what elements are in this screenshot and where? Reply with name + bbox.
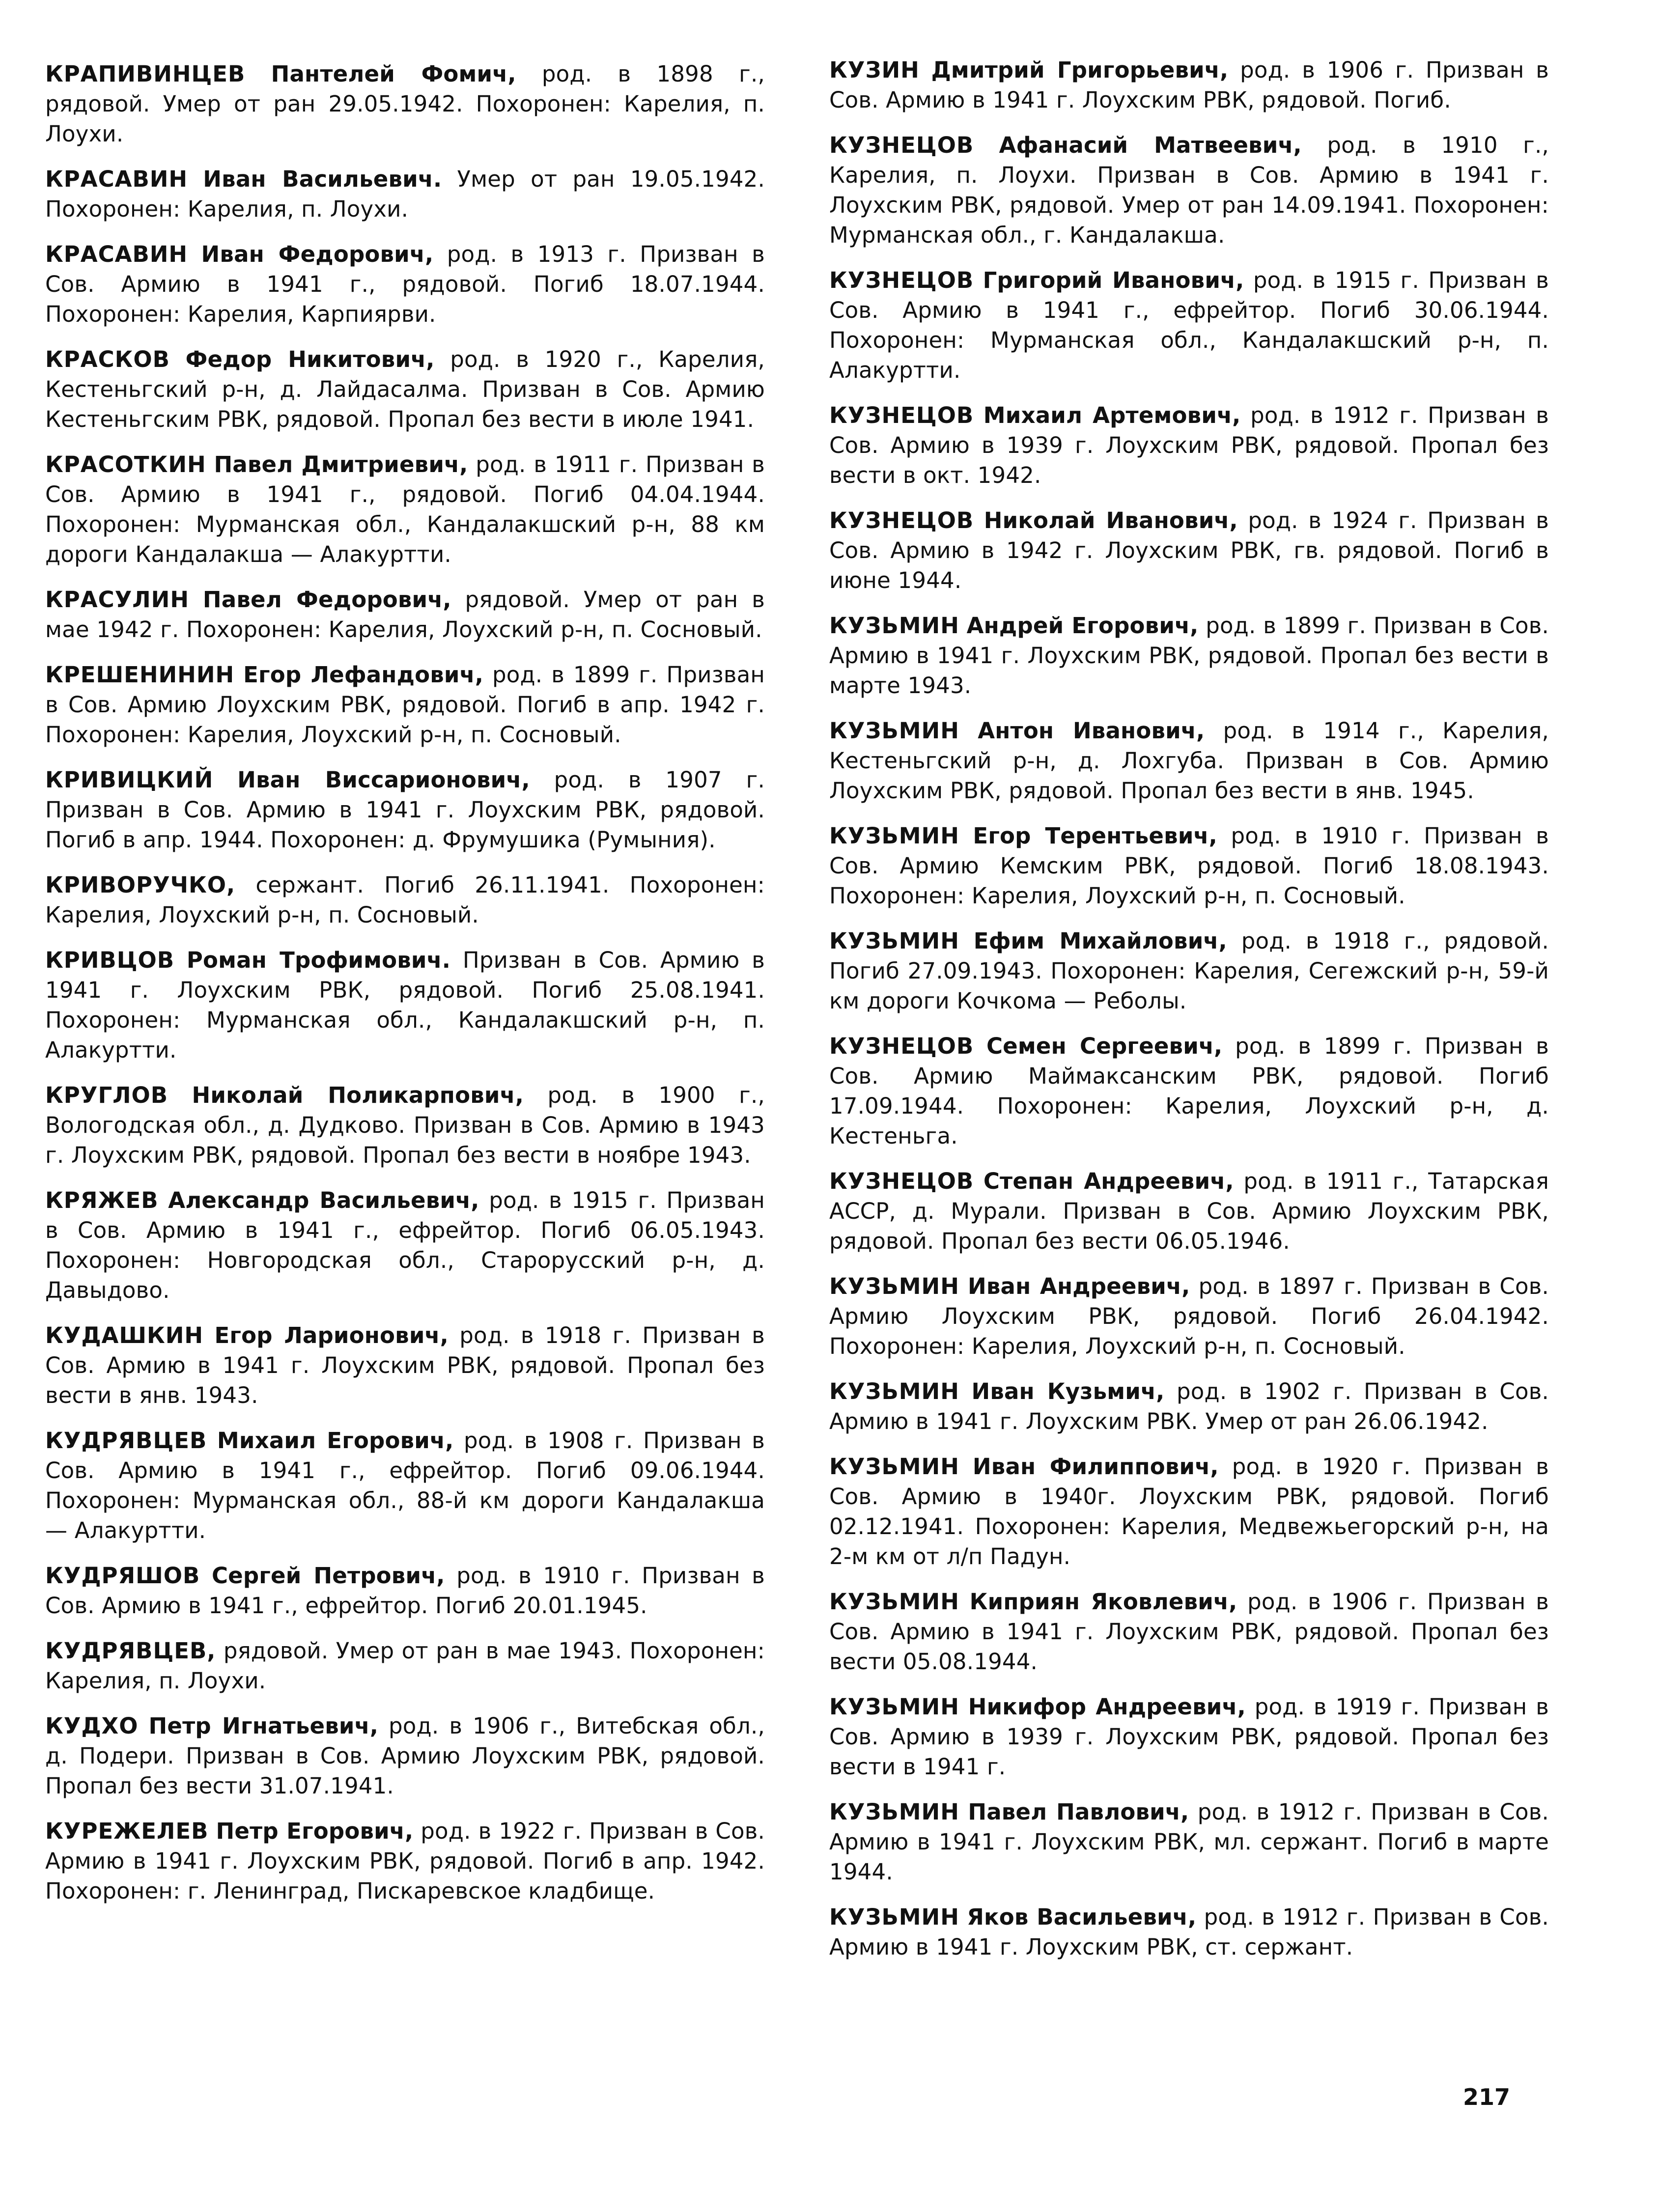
entry — [829, 130, 1549, 250]
entry — [45, 59, 765, 149]
entry-given-name: Александр Васильевич, — [168, 1187, 479, 1213]
entry-given-name: Петр Егорович, — [216, 1818, 414, 1844]
entry-given-name: Яков Васильевич, — [967, 1904, 1197, 1930]
entry-surname: КУДРЯШОВ — [45, 1563, 200, 1589]
entry-text: род. в 1900 г., Вологодская обл., д. Дудково. Призван в Сов. Армию в 1943 г. Лоухским РВК, рядовой. Пропал без вести в ноябре 1943. — [45, 1082, 765, 1168]
entry-text: род. в 1899 г. Призван в Сов. Армию Маймаксанским РВК, рядовой. Погиб 17.09.1944. Похоронен: Карелия, Лоухский р-н, д. Кестеньга. — [829, 1033, 1549, 1149]
entry-given-name: Антон Иванович, — [978, 718, 1205, 744]
entry — [45, 239, 765, 329]
entry — [45, 1636, 765, 1696]
entry-given-name: Никифор Андреевич, — [968, 1694, 1246, 1720]
entry-surname: КУЗЬМИН — [829, 1694, 959, 1720]
entry — [45, 945, 765, 1065]
entry-given-name: Сергей Петрович, — [211, 1563, 445, 1589]
entry — [45, 585, 765, 644]
entry — [829, 265, 1549, 385]
entry — [829, 1271, 1549, 1361]
entry-given-name: Иван Филиппович, — [972, 1454, 1219, 1480]
entry-given-name: Иван Федорович, — [201, 241, 434, 267]
entry-given-name: Петр Игнатьевич, — [148, 1713, 379, 1739]
entry-surname: КУЗНЕЦОВ — [829, 507, 974, 533]
entry — [829, 821, 1549, 911]
entry — [829, 1587, 1549, 1677]
entry-text: род. в 1911 г., Татарская АССР, д. Мурали. Призван в Сов. Армию Лоухским РВК, рядовой. Пропал без вести 06.05.1946. — [829, 1168, 1549, 1254]
entry-given-name: Егор Лефандович, — [243, 662, 484, 688]
entry — [829, 1692, 1549, 1782]
entry-text: род. в 1918 г., рядовой. Погиб 27.09.1943. Похоронен: Карелия, Сегежский р-н, 59-й км дороги Кочкома — Реболы. — [829, 928, 1549, 1014]
entry — [45, 765, 765, 855]
entry — [45, 1320, 765, 1410]
entry-given-name: Егор Ларионович, — [214, 1322, 449, 1348]
entry-text: Умер от ран 19.05.1942. Похоронен: Карелия, п. Лоухи. — [45, 166, 765, 222]
entry — [45, 344, 765, 434]
entry-given-name: Николай Иванович, — [984, 507, 1238, 533]
entry-surname: КУРЕЖЕЛЕВ — [45, 1818, 209, 1844]
entry-surname: КУЗИН — [829, 57, 920, 83]
entry-surname: КУЗЬМИН — [829, 1454, 959, 1480]
entry — [829, 1031, 1549, 1151]
entry-surname: КРИВЦОВ — [45, 947, 175, 973]
entry-given-name: Пантелей Фомич, — [271, 61, 516, 87]
entry — [829, 1797, 1549, 1887]
entry-text: род. в 1920 г., Карелия, Кестеньгский р-н, д. Лайдасалма. Призван в Сов. Армию Кестеньгским РВК, рядовой. Пропал без вести в июле 1941. — [45, 346, 765, 432]
left-column — [45, 59, 765, 1921]
entry-text: Призван в Сов. Армию в 1941 г. Лоухским РВК, рядовой. Погиб 25.08.1941. Похоронен: Мурманская обл., Кандалакшский р-н, п. Алакуртти. — [45, 947, 765, 1063]
entry-given-name: Григорий Иванович, — [983, 267, 1244, 293]
entry-given-name: Михаил Артемович, — [983, 402, 1241, 428]
entry — [829, 1452, 1549, 1571]
entry-text: род. в 1912 г. Призван в Сов. Армию в 1939 г. Лоухским РВК, рядовой. Пропал без вести в окт. 1942. — [829, 402, 1549, 488]
entry-surname: КУЗЬМИН — [829, 718, 959, 744]
entry-text: рядовой. Умер от ран в мае 1942 г. Похоронен: Карелия, Лоухский р-н, п. Сосновый. — [45, 587, 765, 643]
entry — [45, 1426, 765, 1545]
entry-surname: КУДРЯВЦЕВ, — [45, 1638, 216, 1664]
entry-surname: КРИВИЦКИЙ — [45, 767, 214, 793]
entry-surname: КРАПИВИНЦЕВ — [45, 61, 246, 87]
entry-surname: КРИВОРУЧКО, — [45, 872, 236, 898]
entry-surname: КРАСАВИН — [45, 241, 188, 267]
entry — [829, 400, 1549, 490]
entry-text: рядовой. Умер от ран в мае 1943. Похоронен: Карелия, п. Лоухи. — [45, 1638, 765, 1694]
entry — [45, 1561, 765, 1621]
entry — [829, 716, 1549, 806]
entry-surname: КУЗЬМИН — [829, 1273, 959, 1299]
entry-text: род. в 1910 г. Призван в Сов. Армию в 1941 г., ефрейтор. Погиб 20.01.1945. — [45, 1563, 765, 1619]
entry-given-name: Иван Васильевич. — [203, 166, 442, 192]
entry-surname: КУЗНЕЦОВ — [829, 402, 974, 428]
entry — [45, 1080, 765, 1170]
entry-text: род. в 1899 г. Призван в Сов. Армию Лоухским РВК, рядовой. Погиб в апр. 1942 г. Похоронен: Карелия, Лоухский р-н, п. Сосновый. — [45, 662, 765, 748]
entry-surname: КУЗЬМИН — [829, 613, 959, 639]
entry-given-name: Павел Федорович, — [202, 587, 451, 613]
entry-given-name: Федор Никитович, — [185, 346, 435, 372]
entry-surname: КУДРЯВЦЕВ — [45, 1428, 207, 1454]
entry-text: род. в 1913 г. Призван в Сов. Армию в 1941 г., рядовой. Погиб 18.07.1944. Похоронен: Карелия, Карпиярви. — [45, 241, 765, 327]
entry-text: род. в 1922 г. Призван в Сов. Армию в 1941 г. Лоухским РВК, рядовой. Погиб в апр. 1942. Похоронен: г. Ленинград, Пискаревское кладбище. — [45, 1818, 765, 1904]
entry-text: род. в 1902 г. Призван в Сов. Армию в 1941 г. Лоухским РВК. Умер от ран 26.06.1942. — [829, 1378, 1549, 1434]
entry-text: род. в 1906 г. Призван в Сов. Армию в 1941 г. Лоухским РВК, рядовой. Пропал без вести 05.08.1944. — [829, 1589, 1549, 1675]
entry — [829, 1166, 1549, 1256]
entry-text: род. в 1911 г. Призван в Сов. Армию в 1941 г., рядовой. Погиб 04.04.1944. Похоронен: Мурманская обл., Кандалакшский р-н, 88 км дороги Кандалакша — Алакуртти. — [45, 451, 765, 567]
entry — [45, 1816, 765, 1906]
entry-text: род. в 1912 г. Призван в Сов. Армию в 1941 г. Лоухским РВК, ст. сержант. — [829, 1904, 1549, 1960]
entry-surname: КУЗЬМИН — [829, 928, 959, 954]
entry-given-name: Ефим Михайлович, — [973, 928, 1227, 954]
entry-surname: КУЗНЕЦОВ — [829, 132, 974, 158]
entry-surname: КРЯЖЕВ — [45, 1187, 159, 1213]
entry-text: род. в 1907 г. Призван в Сов. Армию в 1941 г. Лоухским РВК, рядовой. Погиб в апр. 1944. Похоронен: д. Фрумушика (Румыния). — [45, 767, 765, 853]
entry-given-name: Роман Трофимович. — [186, 947, 451, 973]
entry-text: род. в 1906 г., Витебская обл., д. Подери. Призван в Сов. Армию Лоухским РВК, рядовой. Пропал без вести 31.07.1941. — [45, 1713, 765, 1799]
entry-surname: КРЕШЕНИНИН — [45, 662, 235, 688]
entry — [829, 926, 1549, 1016]
entry-surname: КРАСАВИН — [45, 166, 188, 192]
entry-given-name: Иван Кузьмич, — [971, 1378, 1165, 1404]
entry — [45, 449, 765, 569]
entry-given-name: Степан Андреевич, — [983, 1168, 1234, 1194]
entry-given-name: Андрей Егорович, — [966, 613, 1199, 639]
entry-text: род. в 1915 г. Призван в Сов. Армию в 1941 г., ефрейтор. Погиб 30.06.1944. Похоронен: Мурманская обл., Кандалакшский р-н, п. Алакуртти. — [829, 267, 1549, 383]
entry — [45, 870, 765, 930]
entry-surname: КУДХО — [45, 1713, 139, 1739]
entry-text: род. в 1920 г. Призван в Сов. Армию в 1940г. Лоухским РВК, рядовой. Погиб 02.12.1941. Похоронен: Карелия, Медвежьегорский р-н, на 2-м км от л/п Падун. — [829, 1454, 1549, 1569]
entry-surname: КУЗЬМИН — [829, 1799, 959, 1825]
entry — [45, 660, 765, 750]
entry-given-name: Дмитрий Григорьевич, — [931, 57, 1229, 83]
entry — [45, 164, 765, 224]
page-number: 217 — [1463, 2084, 1511, 2110]
entry-text: род. в 1906 г. Призван в Сов. Армию в 1941 г. Лоухским РВК, рядовой. Погиб. — [829, 57, 1549, 113]
entry-given-name: Семен Сергеевич, — [986, 1033, 1223, 1059]
entry-given-name: Иван Андреевич, — [968, 1273, 1190, 1299]
entry — [45, 1711, 765, 1801]
entry-given-name: Киприян Яковлевич, — [969, 1589, 1237, 1615]
entry — [829, 55, 1549, 115]
entry-text: род. в 1908 г. Призван в Сов. Армию в 1941 г., ефрейтор. Погиб 09.06.1944. Похоронен: Мурманская обл., 88-й км дороги Кандалакша — Алакуртти. — [45, 1428, 765, 1543]
entry — [829, 1376, 1549, 1436]
entry-text: род. в 1898 г., рядовой. Умер от ран 29.05.1942. Похоронен: Карелия, п. Лоухи. — [45, 61, 765, 147]
entry — [829, 611, 1549, 700]
entry-surname: КУЗНЕЦОВ — [829, 1033, 974, 1059]
entry-text: род. в 1910 г., Карелия, п. Лоухи. Призван в Сов. Армию в 1941 г. Лоухским РВК, рядовой. Умер от ран 14.09.1941. Похоронен: Мурманская обл., г. Кандалакша. — [829, 132, 1549, 248]
entry-text: род. в 1914 г., Карелия, Кестеньгский р-н, д. Лохгуба. Призван в Сов. Армию Лоухским РВК, рядовой. Пропал без вести в янв. 1945. — [829, 718, 1549, 804]
entry-text: род. в 1919 г. Призван в Сов. Армию в 1939 г. Лоухским РВК, рядовой. Пропал без вести в 1941 г. — [829, 1694, 1549, 1780]
entry-surname: КУЗНЕЦОВ — [829, 1168, 974, 1194]
entry-surname: КУЗЬМИН — [829, 1904, 959, 1930]
entry-surname: КРАСУЛИН — [45, 587, 190, 613]
entry-given-name: Павел Дмитриевич, — [214, 451, 468, 477]
entry-surname: КРАСКОВ — [45, 346, 170, 372]
entry-surname: КУЗЬМИН — [829, 1378, 959, 1404]
entry-given-name: Егор Терентьевич, — [973, 823, 1217, 849]
entry-text: род. в 1924 г. Призван в Сов. Армию в 1942 г. Лоухским РВК, гв. рядовой. Погиб в июне 1944. — [829, 507, 1549, 593]
entry-given-name: Николай Поликарпович, — [192, 1082, 524, 1108]
entry-surname: КРАСОТКИН — [45, 451, 206, 477]
entry-text: род. в 1899 г. Призван в Сов. Армию в 1941 г. Лоухским РВК, рядовой. Пропал без вести в марте 1943. — [829, 613, 1549, 699]
entry-given-name: Иван Виссарионович, — [237, 767, 530, 793]
entry-text: род. в 1912 г. Призван в Сов. Армию в 1941 г. Лоухским РВК, мл. сержант. Погиб в марте 1944. — [829, 1799, 1549, 1885]
entry-surname: КУДАШКИН — [45, 1322, 204, 1348]
entry-surname: КРУГЛОВ — [45, 1082, 169, 1108]
entry-text: род. в 1918 г. Призван в Сов. Армию в 1941 г. Лоухским РВК, рядовой. Пропал без вести в янв. 1943. — [45, 1322, 765, 1408]
entry — [829, 505, 1549, 595]
entry-given-name: Павел Павлович, — [968, 1799, 1189, 1825]
entry-given-name: Михаил Егорович, — [217, 1428, 454, 1454]
entry — [45, 1185, 765, 1305]
entry-text: род. в 1910 г. Призван в Сов. Армию Кемским РВК, рядовой. Погиб 18.08.1943. Похоронен: Карелия, Лоухский р-н, п. Сосновый. — [829, 823, 1549, 909]
entry-surname: КУЗЬМИН — [829, 823, 959, 849]
entry-surname: КУЗЬМИН — [829, 1589, 959, 1615]
entry-given-name: Афанасий Матвеевич, — [999, 132, 1302, 158]
entry-text: род. в 1897 г. Призван в Сов. Армию Лоухским РВК, рядовой. Погиб 26.04.1942. Похоронен: Карелия, Лоухский р-н, п. Сосновый. — [829, 1273, 1549, 1359]
entry-text: род. в 1915 г. Призван в Сов. Армию в 1941 г., ефрейтор. Погиб 06.05.1943. Похоронен: Новгородская обл., Старорусский р-н, д. Давыдово. — [45, 1187, 765, 1303]
right-column — [829, 55, 1549, 1977]
entry-surname: КУЗНЕЦОВ — [829, 267, 974, 293]
entry — [829, 1902, 1549, 1962]
entry-text: сержант. Погиб 26.11.1941. Похоронен: Карелия, Лоухский р-н, п. Сосновый. — [45, 872, 765, 928]
